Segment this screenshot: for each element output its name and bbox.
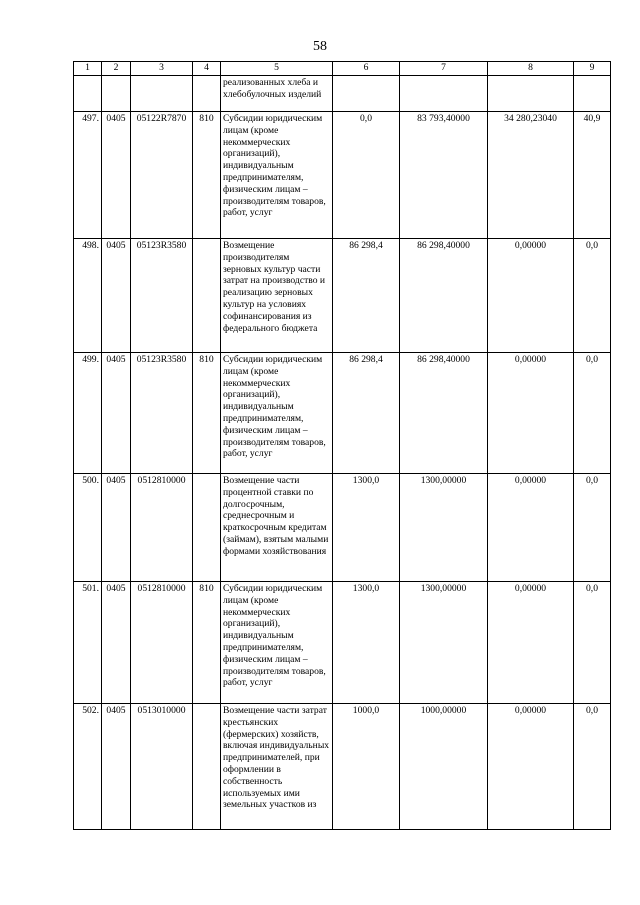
percent-cell: 0,0 <box>574 239 611 353</box>
approved-amount-cell: 1300,00000 <box>400 582 488 704</box>
section-code-cell: 0405 <box>102 353 131 474</box>
expense-type-cell: 810 <box>193 353 221 474</box>
description-cell: реализованных хлеба и хлебобулочных изделий <box>221 76 333 112</box>
row-number-cell: 498. <box>74 239 102 353</box>
plan-amount-cell: 86 298,4 <box>333 239 400 353</box>
percent-cell: 0,0 <box>574 474 611 582</box>
approved-amount-cell <box>400 76 488 112</box>
expense-type-cell <box>193 76 221 112</box>
table-row <box>74 112 611 239</box>
column-header: 8 <box>488 62 574 76</box>
plan-amount-cell: 86 298,4 <box>333 353 400 474</box>
target-code-cell: 0513010000 <box>131 704 193 830</box>
percent-cell: 0,0 <box>574 704 611 830</box>
executed-amount-cell: 0,00000 <box>488 239 574 353</box>
row-number-cell: 499. <box>74 353 102 474</box>
column-header: 5 <box>221 62 333 76</box>
table-row <box>74 582 611 704</box>
percent-cell: 0,0 <box>574 582 611 704</box>
column-header: 4 <box>193 62 221 76</box>
description-cell: Субсидии юридическим лицам (кроме некоммерческих организаций), индивидуальным предпринимателям, физическим лицам – производителям товаров, работ, услуг <box>221 112 333 239</box>
approved-amount-cell: 86 298,40000 <box>400 353 488 474</box>
expense-type-cell <box>193 474 221 582</box>
section-code-cell: 0405 <box>102 582 131 704</box>
column-header: 7 <box>400 62 488 76</box>
column-header: 9 <box>574 62 611 76</box>
row-number-cell: 497. <box>74 112 102 239</box>
row-number-cell: 500. <box>74 474 102 582</box>
approved-amount-cell: 83 793,40000 <box>400 112 488 239</box>
column-header: 2 <box>102 62 131 76</box>
table-row <box>74 76 611 112</box>
approved-amount-cell: 1000,00000 <box>400 704 488 830</box>
target-code-cell: 05123R3580 <box>131 239 193 353</box>
table-header-row <box>74 62 611 76</box>
description-cell: Возмещение части затрат крестьянских (фермерских) хозяйств, включая индивидуальных предпринимателей, при оформлении в собственность используемых ими земельных участков из <box>221 704 333 830</box>
executed-amount-cell: 0,00000 <box>488 353 574 474</box>
expense-type-cell: 810 <box>193 112 221 239</box>
page-number: 58 <box>313 39 327 54</box>
target-code-cell: 05123R3580 <box>131 353 193 474</box>
expense-type-cell <box>193 704 221 830</box>
column-header: 3 <box>131 62 193 76</box>
plan-amount-cell: 1300,0 <box>333 474 400 582</box>
plan-amount-cell: 0,0 <box>333 112 400 239</box>
row-number-cell: 501. <box>74 582 102 704</box>
expense-type-cell: 810 <box>193 582 221 704</box>
column-header: 1 <box>74 62 102 76</box>
executed-amount-cell: 34 280,23040 <box>488 112 574 239</box>
table-row <box>74 704 611 830</box>
description-cell: Возмещение части процентной ставки по долгосрочным, среднесрочным и краткосрочным кредитам (займам), взятым малыми формами хозяйствования <box>221 474 333 582</box>
row-number-cell: 502. <box>74 704 102 830</box>
budget-table <box>73 61 611 830</box>
percent-cell: 40,9 <box>574 112 611 239</box>
plan-amount-cell <box>333 76 400 112</box>
percent-cell: 0,0 <box>574 353 611 474</box>
section-code-cell: 0405 <box>102 239 131 353</box>
target-code-cell: 0512810000 <box>131 474 193 582</box>
column-header: 6 <box>333 62 400 76</box>
table-row <box>74 353 611 474</box>
approved-amount-cell: 1300,00000 <box>400 474 488 582</box>
table-row <box>74 474 611 582</box>
description-cell: Субсидии юридическим лицам (кроме некоммерческих организаций), индивидуальным предпринимателям, физическим лицам – производителям товаров, работ, услуг <box>221 582 333 704</box>
description-cell: Возмещение производителям зерновых культур части затрат на производство и реализацию зерновых культур на условиях софинансирования из федерального бюджета <box>221 239 333 353</box>
section-code-cell: 0405 <box>102 112 131 239</box>
plan-amount-cell: 1300,0 <box>333 582 400 704</box>
target-code-cell: 05122R7870 <box>131 112 193 239</box>
executed-amount-cell: 0,00000 <box>488 704 574 830</box>
plan-amount-cell: 1000,0 <box>333 704 400 830</box>
section-code-cell: 0405 <box>102 704 131 830</box>
expense-type-cell <box>193 239 221 353</box>
row-number-cell <box>74 76 102 112</box>
section-code-cell <box>102 76 131 112</box>
executed-amount-cell <box>488 76 574 112</box>
description-cell: Субсидии юридическим лицам (кроме некоммерческих организаций), индивидуальным предпринимателям, физическим лицам – производителям товаров, работ, услуг <box>221 353 333 474</box>
target-code-cell <box>131 76 193 112</box>
executed-amount-cell: 0,00000 <box>488 474 574 582</box>
target-code-cell: 0512810000 <box>131 582 193 704</box>
executed-amount-cell: 0,00000 <box>488 582 574 704</box>
table-row <box>74 239 611 353</box>
approved-amount-cell: 86 298,40000 <box>400 239 488 353</box>
percent-cell <box>574 76 611 112</box>
section-code-cell: 0405 <box>102 474 131 582</box>
